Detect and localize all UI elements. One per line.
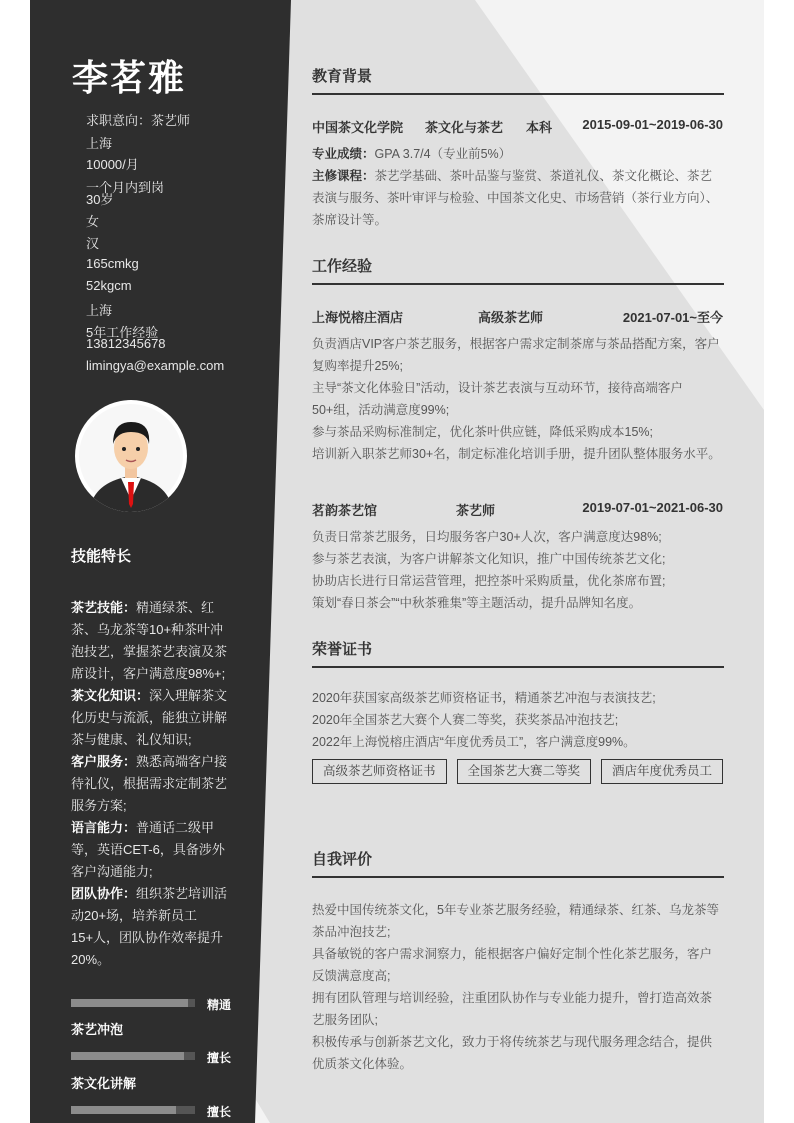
self-eval-text — [312, 899, 724, 1075]
honor-item: 2020年获国家高级茶艺师资格证书，精通茶艺冲泡与表演技艺; — [312, 691, 656, 705]
skill-bar — [71, 1052, 195, 1060]
profile-info-item: 女 — [86, 214, 100, 229]
skill-bar — [71, 999, 195, 1007]
candidate-name: 李茗雅 — [72, 57, 187, 98]
position: 高级茶艺师 — [478, 310, 544, 325]
skill-item — [71, 751, 233, 817]
skill-bar — [71, 1106, 195, 1114]
profile-info-item: 汉 — [86, 236, 100, 251]
duty-item: 培训新入职茶艺师30+名，制定标准化培训手册，提升团队整体服务水平。 — [312, 447, 721, 461]
job-date: 2021-07-01~至今 — [622, 310, 723, 325]
self-eval-item: 拥有团队管理与培训经验，注重团队协作与专业能力提升，曾打造高效茶艺服务团队; — [312, 991, 713, 1027]
skill-level: 精通 — [207, 998, 232, 1012]
self-eval-item: 积极传承与创新茶艺文化，致力于将传统茶艺与现代服务理念结合，提供优质茶文化体验。 — [312, 1035, 713, 1071]
skill-name: 茶艺冲泡 — [71, 1022, 124, 1037]
skill-label: 客户服务： — [71, 754, 137, 769]
profile-info-item: 上海 — [86, 136, 113, 151]
avatar-illustration — [75, 400, 187, 512]
skill-name: 茶文化讲解 — [71, 1076, 137, 1091]
job-date: 2019-07-01~2021-06-30 — [582, 500, 723, 515]
self-eval-item: 具备敏锐的客户需求洞察力，能根据客户偏好定制个性化茶艺服务，客户反馈满意度高; — [312, 947, 713, 983]
company: 茗韵茶艺馆 — [312, 503, 378, 518]
self-eval-item: 热爱中国传统茶文化，5年专业茶艺服务经验，精通绿茶、红茶、乌龙茶等茶品冲泡技艺; — [312, 903, 719, 939]
duty-item: 参与茶品采购标准制定，优化茶叶供应链，降低采购成本15%; — [312, 425, 653, 439]
position: 茶艺师 — [456, 503, 496, 518]
honor-tag: 酒店年度优秀员工 — [601, 759, 723, 784]
courses: 茶艺学基础、茶叶品鉴与鉴赏、茶道礼仪、茶文化概论、茶艺表演与服务、茶叶审评与检验、中国茶文化史、市场营销（茶行业方向）、茶席设计等。 — [312, 169, 719, 227]
skill-label: 茶文化知识： — [71, 688, 150, 703]
work-title: 工作经验 — [312, 258, 373, 275]
honor-item: 2022年上海悦榕庄酒店“年度优秀员工”，客户满意度99%。 — [312, 735, 636, 749]
degree: 本科 — [526, 120, 553, 135]
skill-label: 语言能力： — [71, 820, 137, 835]
divider — [312, 283, 724, 285]
honors-list — [312, 687, 724, 753]
education-details — [312, 143, 724, 231]
profile-info-item: 5年工作经验 — [86, 325, 159, 340]
profile-info-item: 52kgcm — [86, 278, 132, 293]
skill-text: 组织茶艺培训活动20+场，培养新员工15+人，团队协作效率提升20%。 — [71, 886, 228, 967]
major: 茶文化与茶艺 — [425, 120, 504, 135]
divider — [312, 93, 724, 95]
duty-item: 策划“春日茶会”“中秋茶雅集”等主题活动，提升品牌知名度。 — [312, 596, 642, 610]
skill-text: 精通绿茶、红茶、乌龙茶等10+种茶叶冲泡技艺，掌握茶艺表演及茶席设计，客户满意度98%+; — [71, 600, 228, 681]
skill-label: 团队协作： — [71, 886, 137, 901]
skill-item — [71, 685, 233, 751]
profile-info-item: 30岁 — [86, 192, 114, 207]
skill-label: 茶艺技能： — [71, 600, 137, 615]
profile-info-item: limingya@example.com — [86, 358, 225, 373]
education-date: 2015-09-01~2019-06-30 — [582, 117, 723, 132]
skill-text: 熟悉高端客户接待礼仪，根据需求定制茶艺服务方案; — [71, 754, 228, 813]
self-eval-title: 自我评价 — [312, 851, 373, 868]
duty-item: 负责酒店VIP客户茶艺服务，根据客户需求定制茶席与茶品搭配方案，客户复购率提升25%; — [312, 337, 720, 373]
skills-list — [71, 597, 233, 971]
honor-tag: 高级茶艺师资格证书 — [312, 759, 447, 784]
duty-item: 主导“茶文化体验日”活动，设计茶艺表演与互动环节，接待高端客户50+组，活动满意度99%; — [312, 381, 683, 417]
duty-item: 负责日常茶艺服务，日均服务客户30+人次，客户满意度达98%; — [312, 530, 662, 544]
profile-info-item: 上海 — [86, 303, 113, 318]
skill-item — [71, 817, 233, 883]
skill-item — [71, 883, 233, 971]
skills-title: 技能特长 — [71, 548, 132, 565]
job-duties — [312, 333, 724, 465]
company: 上海悦榕庄酒店 — [312, 310, 404, 325]
education-title: 教育背景 — [312, 68, 373, 85]
school: 中国茶文化学院 — [312, 120, 404, 135]
honor-tag: 全国茶艺大赛二等奖 — [457, 759, 592, 784]
avatar — [75, 400, 187, 512]
profile-info-item: 一个月内到岗 — [86, 180, 165, 195]
divider — [312, 876, 724, 878]
duty-item: 参与茶艺表演，为客户讲解茶文化知识，推广中国传统茶艺文化; — [312, 552, 666, 566]
skill-text: 深入理解茶文化历史与流派，能独立讲解茶与健康、礼仪知识; — [71, 688, 228, 747]
skill-item — [71, 597, 233, 685]
divider — [312, 666, 724, 668]
profile-info-item: 13812345678 — [86, 336, 166, 351]
honor-tags — [312, 759, 724, 784]
honors-title: 荣誉证书 — [312, 641, 373, 658]
profile-info-item: 10000/月 — [86, 157, 139, 172]
skill-level: 擅长 — [207, 1105, 232, 1119]
honor-item: 2020年全国茶艺大赛个人赛二等奖，获奖茶品冲泡技艺; — [312, 713, 619, 727]
courses-label: 主修课程： — [312, 169, 375, 183]
gpa-label: 专业成绩： — [312, 147, 375, 161]
skill-text: 普通话二级甲等，英语CET-6，具备涉外客户沟通能力; — [71, 820, 225, 879]
profile-info-item: 求职意向：茶艺师 — [86, 113, 191, 128]
duty-item: 协助店长进行日常运营管理，把控茶叶采购质量，优化茶席布置; — [312, 574, 666, 588]
skill-level: 擅长 — [207, 1051, 232, 1065]
job-duties — [312, 526, 724, 614]
gpa: GPA 3.7/4（专业前5%） — [374, 147, 512, 161]
profile-info-item: 165cmkg — [86, 256, 139, 271]
